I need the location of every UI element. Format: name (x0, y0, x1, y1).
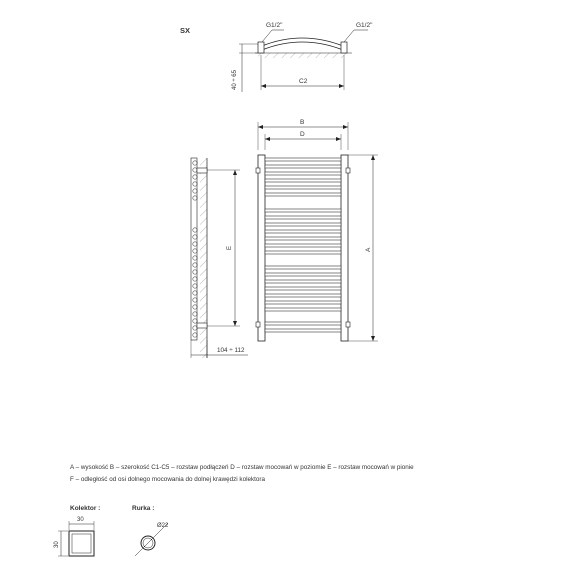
top-collector-left (258, 42, 264, 53)
front-collector-left (258, 155, 265, 341)
collector-label: Kolektor : (70, 505, 101, 512)
side-view (191, 158, 248, 358)
front-bars (265, 158, 341, 332)
side-bracket-bottom (197, 323, 207, 328)
dimension-b: B (300, 119, 305, 126)
collector-section (54, 505, 100, 556)
collector-width: 30 (77, 517, 84, 523)
tube-diameter: Ø22 (157, 523, 169, 529)
collector-profile-outer (69, 531, 94, 556)
width-c2-dimension: C2 (299, 78, 308, 85)
tube-label: Rurka : (132, 505, 155, 512)
dimension-e: E (227, 245, 233, 250)
model-title: SX (180, 26, 191, 35)
top-view (232, 22, 373, 92)
dimension-a: A (365, 247, 372, 252)
front-view (256, 119, 378, 341)
wall-offset-dimension: 104 ÷ 112 (217, 347, 245, 354)
inlet-label-left: G1/2" (266, 22, 283, 29)
side-bracket-top (197, 168, 207, 173)
collector-height: 30 (54, 541, 60, 548)
inlet-label-right: G1/2" (356, 22, 373, 29)
legend-line-2: F – odległość od osi dolnego mocowania do dolnej krawędzi kolektora (70, 476, 265, 483)
collector-profile-inner (72, 534, 91, 553)
depth-dimension: 40 ÷ 65 (232, 70, 238, 90)
dimension-d: D (300, 131, 305, 138)
top-wall-hatch (258, 53, 348, 58)
front-collector-right (341, 155, 348, 341)
side-profile-bars (193, 161, 197, 337)
top-rail-inner (262, 42, 343, 50)
top-collector-right (341, 42, 347, 53)
tube-section (132, 505, 169, 556)
legend-line-1: A – wysokość B – szerokość C1-C5 – rozstaw podłączeń D – rozstaw mocowań w poziomie E – rozstaw mocowań w pionie (70, 464, 414, 471)
